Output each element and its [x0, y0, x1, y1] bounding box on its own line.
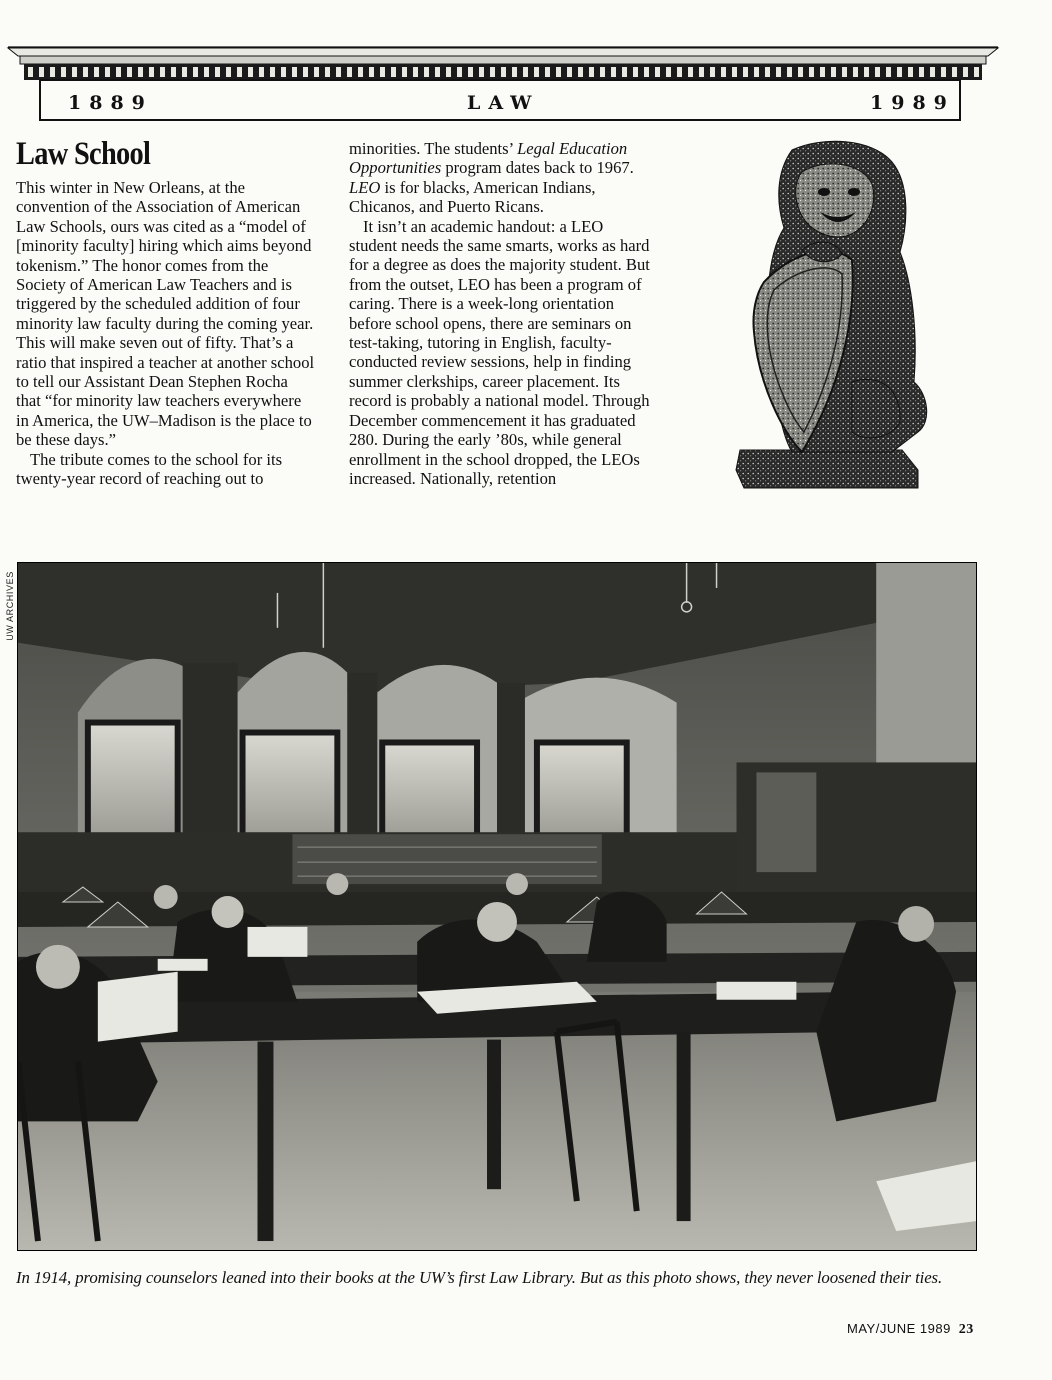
header-section-title: LAW	[467, 92, 540, 114]
article-paragraph: It isn’t an academic handout: a LEO student needs the same smarts, works as hard for a degree as does the majority student. But from the outset, LEO has been a program of caring. There is a week-long orientation before school opens, there are seminars on test-taking, tutoring in English, faculty-conducted review sessions, help in finding summer clerkships, career placement. Its record is probably a national model. Through December commencement it has graduated 280. During the early ’80s, while general enrollment in the school dropped, the LEOs increased. Nationally, retention	[349, 216, 650, 488]
photo-caption: In 1914, promising counselors leaned into their books at the UW’s first Law Library. But as this photo shows, they never loosened their ties.	[16, 1268, 943, 1287]
article-paragraph: The tribute comes to the school for its twenty-year record of reaching out to	[16, 449, 283, 489]
header-right-year: 1989	[870, 92, 955, 114]
page-folio	[847, 1321, 974, 1338]
article-column-2	[349, 139, 651, 488]
article-column-1	[16, 178, 316, 489]
library-photograph	[17, 562, 977, 1251]
photo-credit: UW ARCHIVES	[5, 571, 15, 641]
header-left-year: 1889	[68, 92, 153, 114]
program-acronym: LEO	[349, 177, 381, 197]
issue-date: MAY/JUNE 1989	[847, 1321, 951, 1336]
article-paragraph: minorities. The students’ Legal Education Opportunities program dates back to 1967. LEO is for blacks, American Indians, Chicanos, and Puerto Ricans.	[349, 139, 634, 217]
program-name: Legal Education Opportunities	[349, 139, 628, 178]
article-headline: Law School	[16, 136, 151, 172]
lion-statue-illustration	[732, 132, 932, 492]
article-paragraph: This winter in New Orleans, at the convention of the Association of American Law Schools, ours was cited as a “model of [minority faculty] hiring which aims beyond tokenism.” The honor comes from the Society of American Law Teachers and is triggered by the scheduled addition of four minority law faculty during the coming year. This will make seven out of fifty. That’s a ratio that inspired a teacher at another school to tell our Assistant Dean Stephen Rocha that “for minority law teachers everywhere in America, the UW–Madison is the place to be these days.”	[16, 178, 315, 450]
page-number: 23	[958, 1322, 974, 1337]
